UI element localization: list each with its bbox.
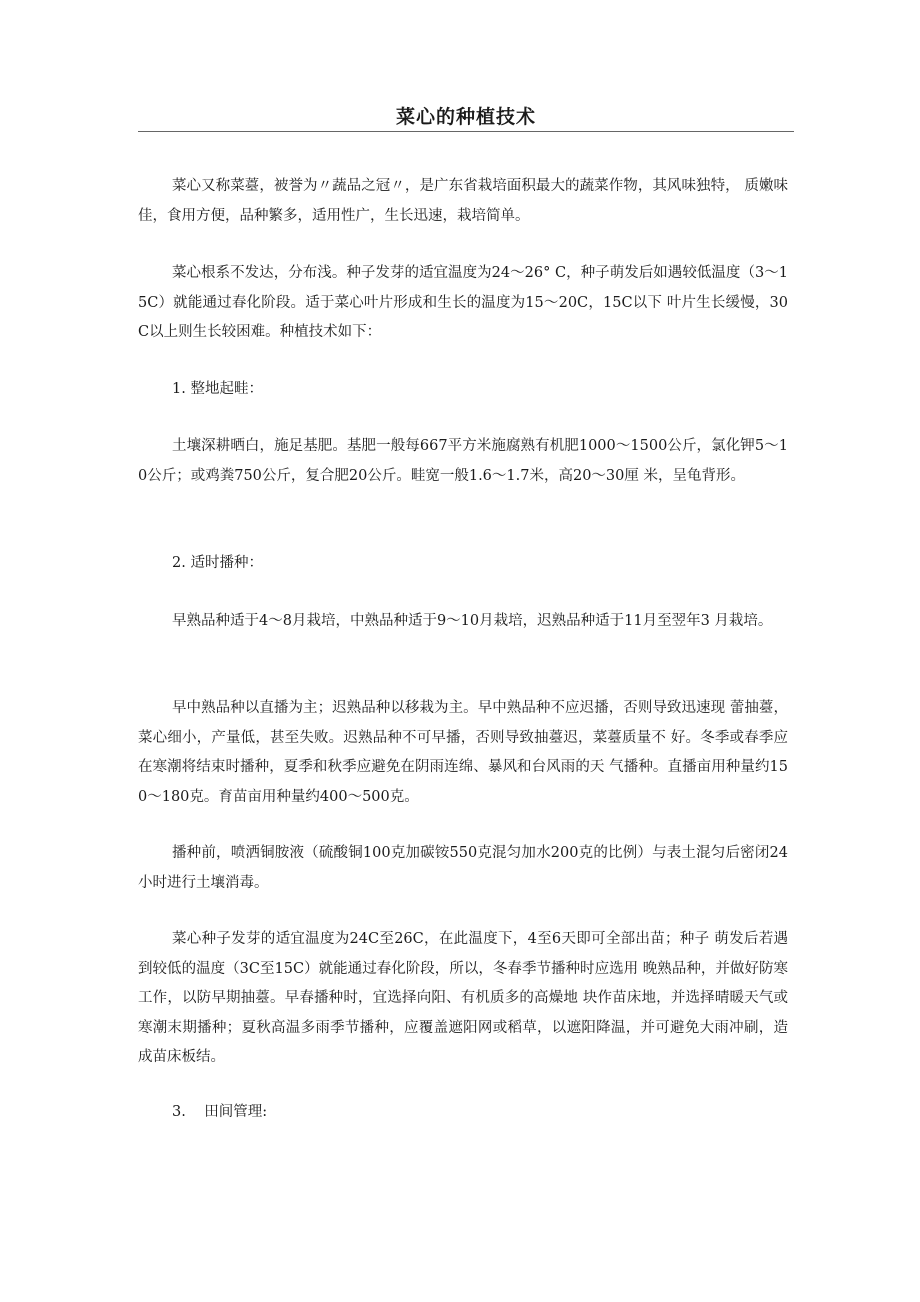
section-2-sowing-paragraph: 早中熟品种以直播为主；迟熟品种以移栽为主。早中熟品种不应迟播，否则导致迅速现 蕾抽薹，菜心细小，产量低，甚至失败。迟熟品种不可早播，否则导致抽薹迟，菜薹质量不 好。冬季或春季应在寒潮将结束时播种，夏季和秋季应避免在阴雨连绵、暴风和台风雨的天 气播种。直播亩用种量约150〜180克。育苗亩用种量约400〜500克。 bbox=[138, 700, 788, 805]
intro-paragraph: 菜心又称菜薹，被誉为〃蔬品之冠〃，是广东省栽培面积最大的蔬菜作物，其风味独特， 质嫩味佳，食用方便，品种繁多，适用性广，生长迅速，栽培简单。 bbox=[138, 178, 788, 224]
title-divider bbox=[138, 131, 794, 132]
section-3-heading: 3. 田间管理: bbox=[172, 1104, 268, 1120]
section-1-heading: 1. 整地起畦： bbox=[172, 381, 263, 397]
section-2-timing-paragraph: 早熟品种适于4〜8月栽培，中熟品种适于9〜10月栽培，迟熟品种适于11月至翌年3 月栽培。 bbox=[172, 613, 773, 629]
section-2-germination-paragraph: 菜心种子发芽的适宜温度为24C至26C，在此温度下，4至6天即可全部出苗；种子 萌发后若遇到较低的温度（3C至15C）就能通过春化阶段，所以，冬春季节播种时应选用 晚熟品种，并做好防寒工作，以防早期抽薹。早春播种时，宜选择向阳、有机质多的高燥地 块作苗床地，并选择晴暖天气或寒潮末期播种；夏秋高温多雨季节播种，应覆盖遮阳网或稻草，以遮阳降温，并可避免大雨冲刷，造成苗床板结。 bbox=[138, 931, 788, 1065]
biology-paragraph: 菜心根系不发达，分布浅。种子发芽的适宜温度为24〜26° C，种子萌发后如遇较低温度（3〜15C）就能通过春化阶段。适于菜心叶片形成和生长的温度为15〜20C，15C以下 叶片生长缓慢，30C以上则生长较困难。种植技术如下： bbox=[138, 265, 788, 340]
section-2-disinfection-paragraph: 播种前，喷洒铜胺液（硫酸铜100克加碳铵550克混匀加水200克的比例）与表土混匀后密闭24小时进行土壤消毒。 bbox=[138, 845, 788, 891]
section-1-paragraph: 土壤深耕晒白，施足基肥。基肥一般每667平方米施腐熟有机肥1000〜1500公斤，氯化钾5〜10公斤；或鸡粪750公斤，复合肥20公斤。畦宽一般1.6〜1.7米，高20〜30厘 米，呈龟背形。 bbox=[138, 438, 788, 484]
section-2-heading: 2. 适时播种： bbox=[172, 555, 263, 571]
page-title: 菜心的种植技术 bbox=[395, 106, 536, 128]
